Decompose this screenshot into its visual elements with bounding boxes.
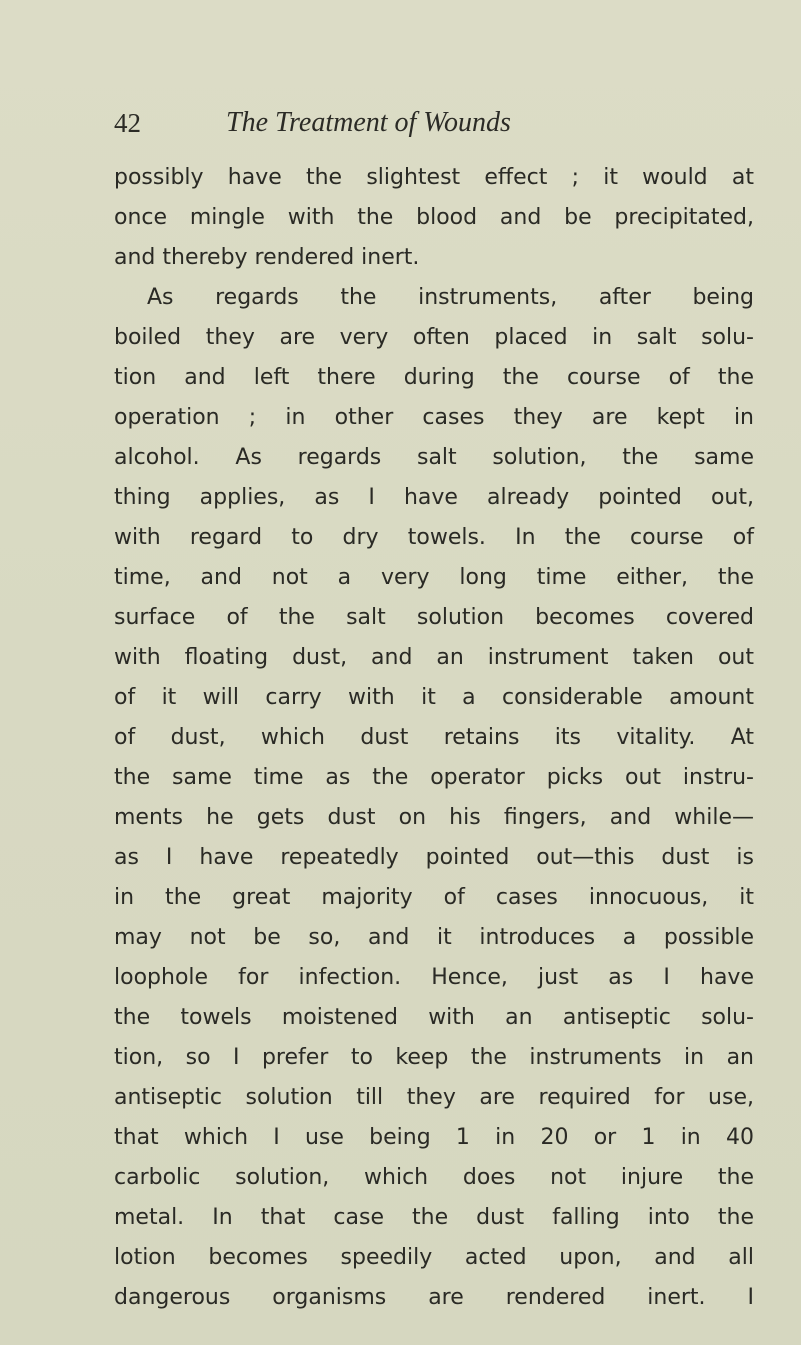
text-line: ments he gets dust on his fingers, and while— — [114, 805, 754, 830]
text-line: operation ; in other cases they are kept in — [114, 405, 754, 430]
text-line: may not be so, and it introduces a possible — [114, 925, 754, 950]
text-line: of it will carry with it a considerable amount — [114, 685, 754, 710]
text-line: once mingle with the blood and be precipitated, — [114, 205, 754, 230]
body-text — [114, 158, 754, 1318]
text-line: in the great majority of cases innocuous, it — [114, 885, 754, 910]
text-line: possibly have the slightest effect ; it would at — [114, 165, 754, 190]
text-line: boiled they are very often placed in salt solu- — [114, 325, 754, 350]
text-line: that which I use being 1 in 20 or 1 in 40 — [114, 1125, 754, 1150]
text-line: thing applies, as I have already pointed out, — [114, 485, 754, 510]
text-line: antiseptic solution till they are required for use, — [114, 1085, 754, 1110]
text-line: carbolic solution, which does not injure the — [114, 1165, 754, 1190]
text-line: metal. In that case the dust falling into the — [114, 1205, 754, 1230]
text-line: with regard to dry towels. In the course of — [114, 525, 754, 550]
text-line: the same time as the operator picks out instru- — [114, 765, 754, 790]
text-line: dangerous organisms are rendered inert. I — [114, 1285, 754, 1310]
page-number: 42 — [114, 108, 141, 138]
text-line: time, and not a very long time either, the — [114, 565, 754, 590]
text-line: surface of the salt solution becomes covered — [114, 605, 754, 630]
text-line: the towels moistened with an antiseptic solu- — [114, 1005, 754, 1030]
running-title: The Treatment of Wounds — [226, 107, 511, 138]
text-line: of dust, which dust retains its vitality. At — [114, 725, 754, 750]
paragraph-start-line: As regards the instruments, after being — [147, 285, 754, 310]
text-line: tion, so I prefer to keep the instruments in an — [114, 1045, 754, 1070]
text-line: tion and left there during the course of the — [114, 365, 754, 390]
text-line: as I have repeatedly pointed out—this dust is — [114, 845, 754, 870]
text-line: loophole for infection. Hence, just as I have — [114, 965, 754, 990]
text-line: with floating dust, and an instrument taken out — [114, 645, 754, 670]
text-line: and thereby rendered inert. — [114, 245, 420, 270]
running-head — [114, 106, 754, 146]
text-line: alcohol. As regards salt solution, the same — [114, 445, 754, 470]
text-line: lotion becomes speedily acted upon, and all — [114, 1245, 754, 1270]
